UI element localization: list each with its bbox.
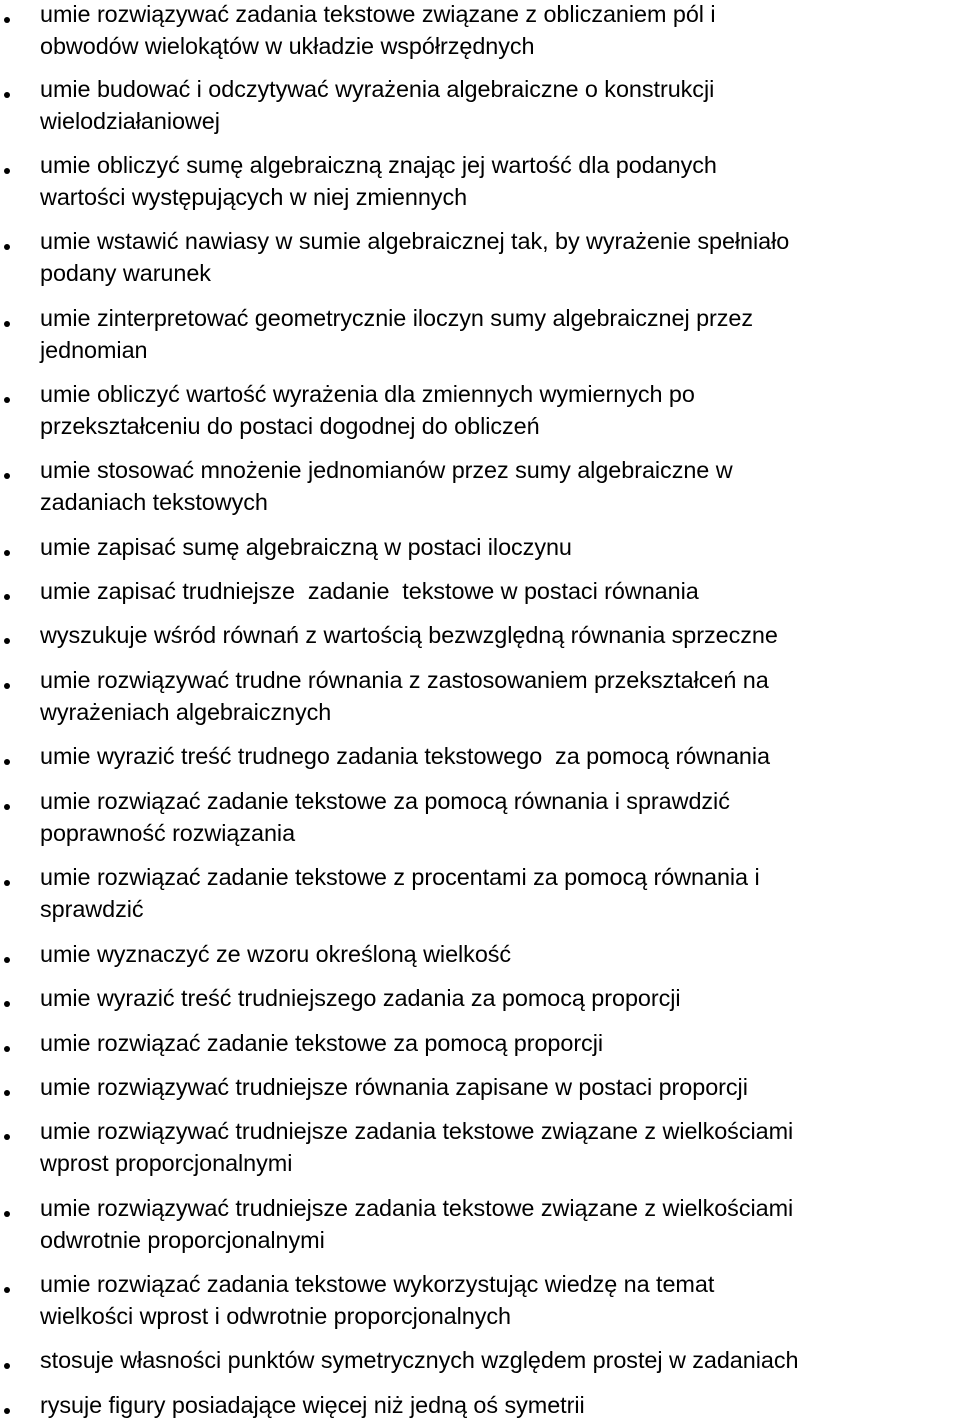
item-line: wyszukuje wśród równań z wartością bezwzględną równania sprzeczne xyxy=(40,622,778,648)
bullet-icon xyxy=(4,1090,10,1096)
item-line: przekształceniu do postaci dogodnej do obliczeń xyxy=(40,413,540,439)
bullet-icon xyxy=(4,1408,10,1414)
bullet-icon xyxy=(4,804,10,810)
item-line: umie rozwiązywać zadania tekstowe związane z obliczaniem pól i xyxy=(40,1,716,27)
item-line: rysuje figury posiadające więcej niż jedną oś symetrii xyxy=(40,1392,585,1418)
item-line: sprawdzić xyxy=(40,896,144,922)
bullet-icon xyxy=(4,17,10,23)
item-line: umie budować i odczytywać wyrażenia algebraiczne o konstrukcji xyxy=(40,76,715,102)
bullet-icon xyxy=(4,1363,10,1369)
item-line: umie rozwiązać zadanie tekstowe za pomocą równania i sprawdzić xyxy=(40,788,730,814)
bullet-icon xyxy=(4,1211,10,1217)
bullet-icon xyxy=(4,683,10,689)
bullet-icon xyxy=(4,1134,10,1140)
item-line: umie wyrazić treść trudniejszego zadania za pomocą proporcji xyxy=(40,985,681,1011)
item-line: umie rozwiązywać trudniejsze zadania tekstowe związane z wielkościami xyxy=(40,1118,794,1144)
item-line: umie wyznaczyć ze wzoru określoną wielkość xyxy=(40,941,512,967)
item-line: wyrażeniach algebraicznych xyxy=(40,699,332,725)
bullet-icon xyxy=(4,1287,10,1293)
item-line: umie rozwiązywać trudniejsze zadania tekstowe związane z wielkościami xyxy=(40,1195,794,1221)
bullet-icon xyxy=(4,397,10,403)
item-line: umie rozwiązywać trudniejsze równania zapisane w postaci proporcji xyxy=(40,1074,748,1100)
item-line: wielkości wprost i odwrotnie proporcjonalnych xyxy=(40,1303,511,1329)
bullet-icon xyxy=(4,168,10,174)
item-line: umie rozwiązać zadania tekstowe wykorzystując wiedzę na temat xyxy=(40,1271,715,1297)
item-line: umie obliczyć wartość wyrażenia dla zmiennych wymiernych po xyxy=(40,381,695,407)
bullet-icon xyxy=(4,594,10,600)
item-line: poprawność rozwiązania xyxy=(40,820,296,846)
bullet-icon xyxy=(4,759,10,765)
item-line: odwrotnie proporcjonalnymi xyxy=(40,1227,325,1253)
bullet-icon xyxy=(4,1001,10,1007)
item-line: stosuje własności punktów symetrycznych względem prostej w zadaniach xyxy=(40,1347,799,1373)
item-line: jednomian xyxy=(40,337,148,363)
item-line: umie wstawić nawiasy w sumie algebraicznej tak, by wyrażenie spełniało xyxy=(40,228,790,254)
item-line: zadaniach tekstowych xyxy=(40,489,268,515)
item-line: umie stosować mnożenie jednomianów przez sumy algebraiczne w xyxy=(40,457,733,483)
item-line: wartości występujących w niej zmiennych xyxy=(40,184,468,210)
item-line: umie rozwiązać zadanie tekstowe za pomocą proporcji xyxy=(40,1030,603,1056)
item-line: umie zapisać trudniejsze zadanie tekstowe w postaci równania xyxy=(40,578,699,604)
bullet-icon xyxy=(4,473,10,479)
bullet-icon xyxy=(4,550,10,556)
item-line: umie rozwiązywać trudne równania z zastosowaniem przekształceń na xyxy=(40,667,769,693)
bullet-icon xyxy=(4,638,10,644)
item-line: wprost proporcjonalnymi xyxy=(40,1150,293,1176)
bullet-icon xyxy=(4,321,10,327)
item-line: umie zapisać sumę algebraiczną w postaci iloczynu xyxy=(40,534,572,560)
item-line: wielodziałaniowej xyxy=(40,108,220,134)
bullet-icon xyxy=(4,880,10,886)
bullet-icon xyxy=(4,92,10,98)
item-line: umie rozwiązać zadanie tekstowe z procentami za pomocą równania i xyxy=(40,864,760,890)
bullet-icon xyxy=(4,1046,10,1052)
item-line: umie wyrazić treść trudnego zadania tekstowego za pomocą równania xyxy=(40,743,770,769)
bullet-icon xyxy=(4,957,10,963)
bullet-icon xyxy=(4,244,10,250)
item-line: umie obliczyć sumę algebraiczną znając jej wartość dla podanych xyxy=(40,152,717,178)
item-line: obwodów wielokątów w układzie współrzędnych xyxy=(40,33,535,59)
item-line: umie zinterpretować geometrycznie iloczyn sumy algebraicznej przez xyxy=(40,305,754,331)
item-line: podany warunek xyxy=(40,260,211,286)
